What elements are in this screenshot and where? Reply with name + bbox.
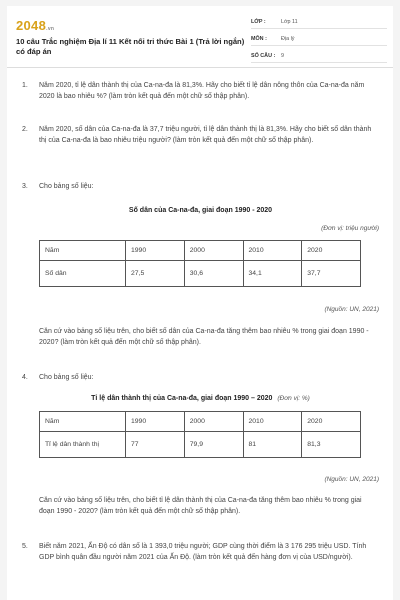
table-2-question: Căn cứ vào bảng số liệu trên, cho biết tỉ lệ dân thành thị của Ca-na-đa tăng thêm bao nhiêu % trong giai đoạn 1990 - 2020? (làm tròn kết quả đến một chữ số thập phân). (39, 497, 362, 515)
logo-text: 2048 (16, 18, 47, 33)
document-header (7, 6, 393, 68)
table-1-unit: (Đơn vị: triệu người) (321, 225, 379, 232)
table-cell: 79,9 (184, 432, 243, 458)
meta-row-count (251, 50, 387, 63)
table-1-title: Số dân của Ca-na-đa, giai đoạn 1990 - 2020 (128, 207, 273, 214)
question-4 (22, 373, 372, 384)
site-logo[interactable] (16, 18, 54, 33)
table-cell: Tỉ lệ dân thành thị (40, 432, 126, 458)
document-meta (251, 16, 387, 67)
table-1-source: (Nguồn: UN, 2021) (324, 306, 379, 313)
table-cell: Năm (40, 241, 126, 261)
question-number: 1. (22, 82, 28, 89)
table-2-title: Tỉ lệ dân thành thị của Ca-na-đa, giai đoạn 1990 – 2020 (91, 395, 273, 402)
table-2-unit: (Đơn vị: %) (277, 395, 310, 402)
question-3 (22, 182, 372, 193)
table-cell: 81,3 (302, 432, 361, 458)
table-cell: 77 (126, 432, 185, 458)
meta-value: Lớp 11 (281, 19, 298, 25)
table-cell: 1990 (126, 241, 185, 261)
table-cell: 2000 (184, 241, 243, 261)
logo-suffix: .vn (46, 26, 55, 32)
table-cell: 81 (243, 432, 302, 458)
table-cell: 37,7 (302, 261, 361, 287)
meta-key: MÔN : (251, 36, 267, 42)
table-cell: 34,1 (243, 261, 302, 287)
table-cell: 2010 (243, 412, 302, 432)
question-2 (22, 125, 372, 146)
table-cell: 2000 (184, 412, 243, 432)
table-cell: 2020 (302, 412, 361, 432)
question-text: Năm 2020, tỉ lệ dân thành thị của Ca-na-đa là 81,3%. Hãy cho biết tỉ lệ dân nông thôn của Ca-na-đa năm 2020 là bao nhiêu %? (làm tròn kết quả đến một chữ số thập phân). (39, 82, 365, 100)
question-number: 3. (22, 183, 28, 190)
table-cell: 2010 (243, 241, 302, 261)
table-header-row (40, 412, 361, 432)
meta-key: SỐ CÂU : (251, 53, 276, 59)
question-5 (22, 542, 372, 563)
question-text: Năm 2020, số dân của Ca-na-đa là 37,7 triệu người, tỉ lệ dân thành thị là 81,3%. Hãy cho biết số dân thành thị của Ca-na-đa là bao nhiêu triệu người? (làm tròn kết quả đến một chữ số thập phân). (39, 126, 372, 144)
document-title: 10 câu Trắc nghiệm Địa lí 11 Kết nối tri thức Bài 1 (Trả lời ngắn) có đáp án (16, 37, 245, 56)
table-row (40, 261, 361, 287)
question-number: 2. (22, 126, 28, 133)
question-1 (22, 81, 372, 102)
meta-row-class (251, 16, 387, 29)
table-1 (39, 240, 361, 287)
table-2-caption (22, 395, 379, 402)
question-text: Cho bảng số liệu: (39, 183, 94, 190)
meta-value: Địa lý (281, 36, 295, 42)
question-number: 4. (22, 374, 28, 381)
table-1-question: Căn cứ vào bảng số liệu trên, cho biết số dân của Ca-na-đa tăng thêm bao nhiêu % trong giai đoạn 1990 - 2020? (làm tròn kết quả đến một chữ số thập phân). (39, 328, 369, 346)
table-header-row (40, 241, 361, 261)
question-text: Cho bảng số liệu: (39, 374, 94, 381)
document-page (7, 6, 393, 600)
table-cell: 1990 (126, 412, 185, 432)
meta-row-subject (251, 33, 387, 46)
table-cell: Năm (40, 412, 126, 432)
meta-key: LỚP : (251, 19, 266, 25)
table-2-source: (Nguồn: UN, 2021) (324, 476, 379, 483)
meta-value: 9 (281, 53, 284, 59)
question-number: 5. (22, 543, 28, 550)
table-cell: 27,5 (126, 261, 185, 287)
table-row (40, 432, 361, 458)
table-2 (39, 411, 361, 458)
table-cell: 30,6 (184, 261, 243, 287)
table-cell: 2020 (302, 241, 361, 261)
question-text: Biết năm 2021, Ấn Độ có dân số là 1 393,0 triệu người; GDP cùng thời điểm là 3 176 295 triệu USD. Tính GDP bình quân đầu người năm 2021 của Ấn Độ. (làm tròn kết quả đến hàng đơn vị của USD/người). (39, 543, 367, 561)
table-cell: Số dân (40, 261, 126, 287)
